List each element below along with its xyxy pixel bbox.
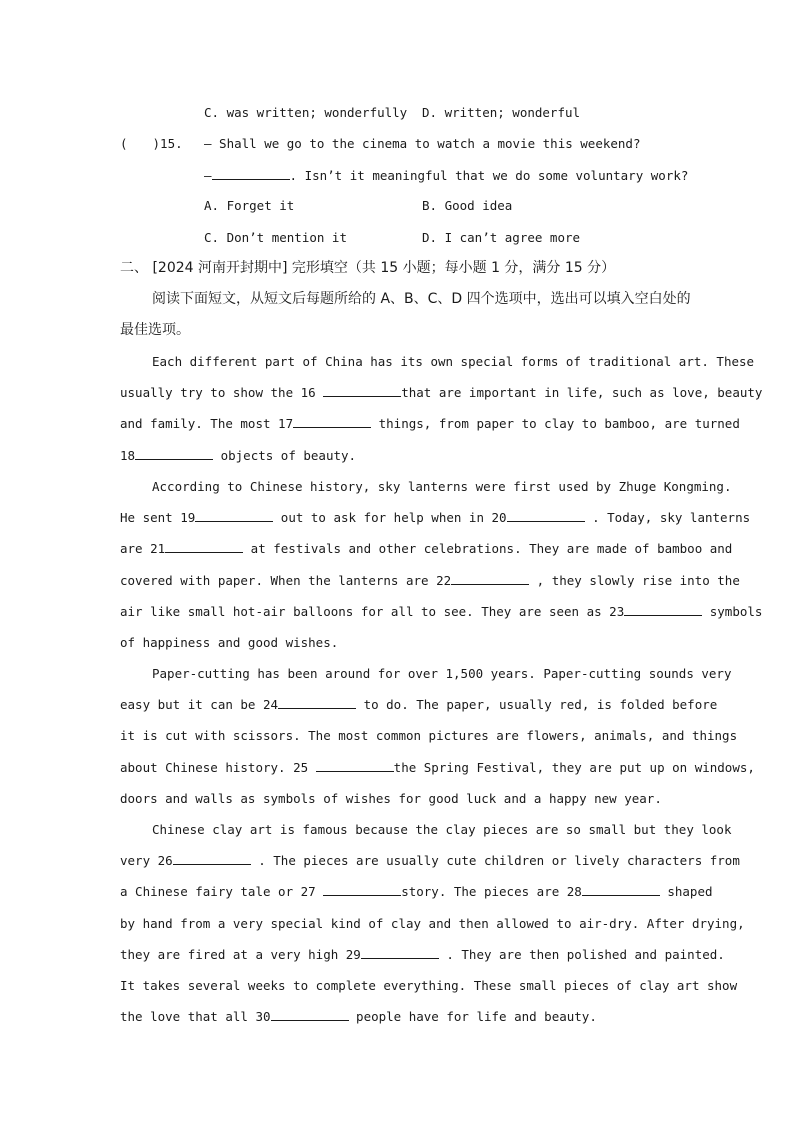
- paragraph-3: [120, 665, 755, 821]
- passage-line: [120, 883, 713, 914]
- passage-text: doors and walls as symbols of wishes for good luck and a happy new year.: [120, 790, 662, 806]
- q15-reply-text: . Isn’t it meaningful that we do some voluntary work?: [289, 168, 689, 183]
- passage-text: to do. The paper, usually red, is folded before: [356, 697, 718, 713]
- answer-blank: [195, 509, 273, 522]
- passage-line: [120, 1008, 674, 1039]
- passage-line: [120, 790, 674, 821]
- passage-text: According to Chinese history, sky lanterns were first used by Zhuge Kongming.: [152, 479, 732, 494]
- passage-text: usually try to show the 16: [120, 385, 324, 401]
- passage-text: at festivals and other celebrations. They are made of bamboo and: [243, 541, 733, 557]
- passage-line: [120, 821, 732, 852]
- passage-line: [120, 946, 725, 977]
- passage-text: . The pieces are usually cute children or lively characters from: [250, 853, 740, 869]
- answer-blank: [451, 572, 529, 585]
- section-heading: 二、 [2024 河南开封期中] 完形填空（共 15 小题；每小题 1 分，满分 15 分）: [120, 260, 616, 276]
- passage-text: easy but it can be 24: [120, 697, 279, 713]
- passage-text: of happiness and good wishes.: [120, 634, 339, 650]
- passage-text: about Chinese history. 25: [120, 759, 316, 775]
- passage-line: [120, 509, 751, 540]
- instruction-line-2: 最佳选项。: [120, 322, 190, 338]
- answer-blank: [624, 603, 702, 616]
- q15-paren: [120, 136, 183, 152]
- passage-line: [120, 727, 738, 758]
- answer-blank: [323, 883, 401, 896]
- answer-blank: [507, 509, 585, 522]
- passage-text: covered with paper. When the lanterns are 22: [120, 572, 452, 588]
- answer-blank: [582, 883, 660, 896]
- passage-text: 18: [120, 447, 136, 463]
- passage-line: [120, 540, 733, 571]
- q14-option-d: D. written; wonderful: [422, 105, 581, 120]
- passage-text: that are important in life, such as love, beauty: [401, 385, 763, 401]
- q15-option-b: B. Good idea: [422, 198, 513, 213]
- answer-blank: [165, 540, 243, 553]
- passage-line: [120, 665, 732, 696]
- q15-option-c: C. Don’t mention it: [204, 230, 347, 245]
- answer-blank: [293, 415, 371, 428]
- passage-text: Paper-cutting has been around for over 1,500 years. Paper-cutting sounds very: [152, 666, 732, 681]
- passage-line: [120, 478, 732, 509]
- passage-text: objects of beauty.: [213, 447, 357, 463]
- q15-number: ( )15.: [120, 136, 183, 151]
- passage-text: shaped: [659, 884, 713, 900]
- answer-blank: [135, 447, 213, 460]
- passage-text: people have for life and beauty.: [348, 1009, 597, 1025]
- answer-blank: [212, 167, 290, 180]
- q15-prompt: — Shall we go to the cinema to watch a movie this weekend?: [204, 136, 641, 151]
- passage-text: air like small hot-air balloons for all to see. They are seen as 23: [120, 603, 625, 619]
- passage-text: out to ask for help when in 20: [273, 510, 507, 526]
- passage-text: are 21: [120, 541, 166, 557]
- passage-line: [120, 384, 763, 415]
- paragraph-4: [120, 821, 745, 1039]
- passage-text: Each different part of China has its own special forms of traditional art. These: [152, 354, 755, 369]
- answer-blank: [271, 1008, 349, 1021]
- passage-text: story. The pieces are 28: [401, 884, 582, 900]
- q14-option-c: C. was written; wonderfully: [204, 105, 408, 120]
- paragraph-1: [120, 353, 763, 478]
- answer-blank: [278, 696, 356, 709]
- q15-option-a: A. Forget it: [204, 198, 295, 213]
- passage-line: [120, 353, 755, 384]
- passage-line: [120, 852, 740, 883]
- paragraph-2: [120, 478, 763, 665]
- passage-text: He sent 19: [120, 510, 196, 526]
- passage-text: a Chinese fairy tale or 27: [120, 884, 324, 900]
- passage-text: and family. The most 17: [120, 416, 294, 432]
- instruction-line-1: 阅读下面短文，从短文后每题所给的 A、B、C、D 四个选项中，选出可以填入空白处的: [152, 291, 691, 307]
- passage-line: [120, 415, 740, 446]
- answer-blank: [361, 946, 439, 959]
- answer-blank: [316, 759, 394, 772]
- passage-text: by hand from a very special kind of clay and then allowed to air-dry. After drying,: [120, 915, 745, 931]
- passage-line: [120, 696, 718, 727]
- passage-text: , they slowly rise into the: [529, 572, 740, 588]
- passage-text: . Today, sky lanterns: [584, 510, 751, 526]
- passage-line: [120, 977, 738, 1008]
- q15-reply-dash: —: [204, 168, 212, 183]
- q15-option-d: D. I can’t agree more: [422, 230, 581, 245]
- passage-text: they are fired at a very high 29: [120, 946, 361, 962]
- passage-text: It takes several weeks to complete everything. These small pieces of clay art show: [120, 977, 738, 993]
- passage-text: the Spring Festival, they are put up on windows,: [393, 759, 755, 775]
- passage-line: [120, 572, 740, 603]
- answer-blank: [173, 852, 251, 865]
- passage-text: . They are then polished and painted.: [438, 946, 725, 962]
- passage-line: [120, 915, 745, 946]
- passage-text: it is cut with scissors. The most common pictures are flowers, animals, and things: [120, 728, 738, 744]
- passage-text: symbols: [702, 603, 763, 619]
- passage-text: the love that all 30: [120, 1009, 271, 1025]
- passage-text: very 26: [120, 853, 173, 869]
- answer-blank: [323, 384, 401, 397]
- passage-line: [120, 759, 755, 790]
- q15-reply: [204, 167, 688, 184]
- passage-text: Chinese clay art is famous because the clay pieces are so small but they look: [152, 822, 732, 837]
- passage-line: [120, 634, 674, 665]
- passage-line: [120, 447, 674, 478]
- passage-line: [120, 603, 763, 634]
- passage-text: things, from paper to clay to bamboo, are turned: [371, 416, 740, 432]
